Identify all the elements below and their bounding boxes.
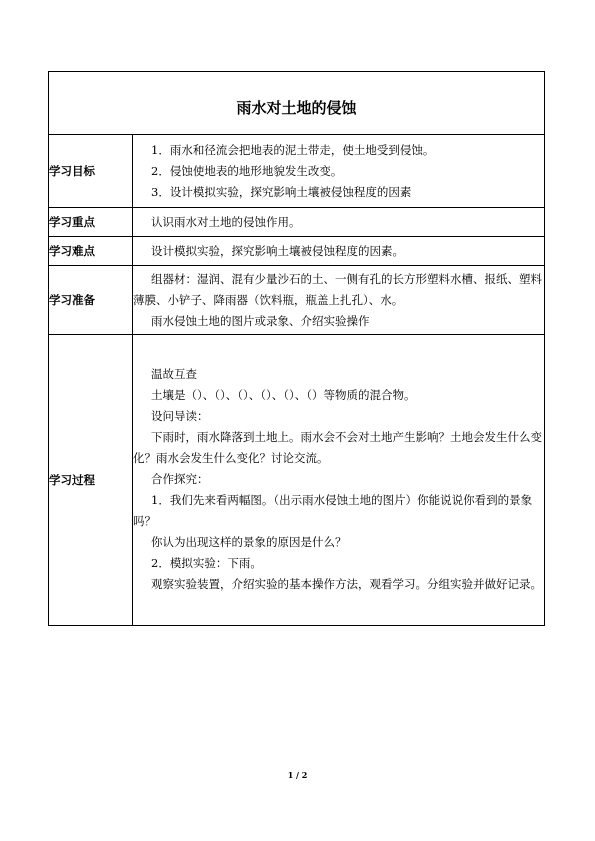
process-line-2: 土壤是（）、（）、（）、（）、（）、（）等物质的混合物。	[151, 387, 416, 402]
process-label: 学习过程	[49, 335, 133, 626]
key-points-content	[133, 208, 545, 237]
goals-content	[133, 135, 545, 208]
preparation-line-2: 雨水侵蚀土地的图片或录象、介绍实验操作	[151, 313, 370, 328]
preparation-line-1: 组器材：湿润、混有少量沙石的土、一侧有孔的长方形塑料水槽、报纸、塑料薄膜、小铲子、降雨器（饮料瓶，瓶盖上扎孔）、水。	[133, 271, 542, 307]
key-points-line-1: 认识雨水对土地的侵蚀作用。	[151, 214, 301, 229]
process-line-1: 温故互查	[151, 366, 197, 381]
preparation-content	[133, 266, 545, 335]
goals-line-3: 3．设计模拟实验，探究影响土壤被侵蚀程度的因素	[151, 184, 412, 199]
preparation-label: 学习准备	[49, 266, 133, 335]
goals-label: 学习目标	[49, 135, 133, 208]
goals-line-1: 1．雨水和径流会把地表的泥土带走，使土地受到侵蚀。	[151, 142, 435, 157]
page-title: 雨水对土地的侵蚀	[236, 98, 357, 117]
title-cell	[49, 72, 545, 135]
process-content	[133, 335, 545, 626]
key-points-row	[49, 208, 545, 237]
process-line-9: 观察实验装置，介绍实验的基本操作方法，观看学习。分组实验并做好记录。	[151, 576, 542, 591]
goals-line-2: 2．侵蚀使地表的地形地貌发生改变。	[151, 163, 343, 178]
process-line-8: 2．模拟实验：下雨。	[151, 555, 262, 570]
process-line-7: 你认为出现这样的景象的原因是什么？	[151, 534, 347, 549]
difficulties-content	[133, 237, 545, 266]
difficulties-line-1: 设计模拟实验，探究影响土壤被侵蚀程度的因素。	[151, 243, 404, 258]
difficulties-row	[49, 237, 545, 266]
process-line-5: 合作探究：	[151, 471, 209, 486]
lesson-plan-table	[48, 71, 545, 626]
preparation-row	[49, 266, 545, 335]
goals-row	[49, 135, 545, 208]
difficulties-label: 学习难点	[49, 237, 133, 266]
page-number: 1 / 2	[287, 770, 308, 780]
process-row	[49, 335, 545, 626]
process-line-4: 下雨时，雨水降落到土地上。雨水会不会对土地产生影响？土地会发生什么变化？雨水会发生什么变化？讨论交流。	[133, 429, 542, 465]
key-points-label: 学习重点	[49, 208, 133, 237]
process-line-3: 设问导读：	[151, 408, 209, 423]
title-row	[49, 72, 545, 135]
process-line-6: 1．我们先来看两幅图。（出示雨水侵蚀土地的图片）你能说说你看到的景象吗？	[133, 492, 533, 528]
